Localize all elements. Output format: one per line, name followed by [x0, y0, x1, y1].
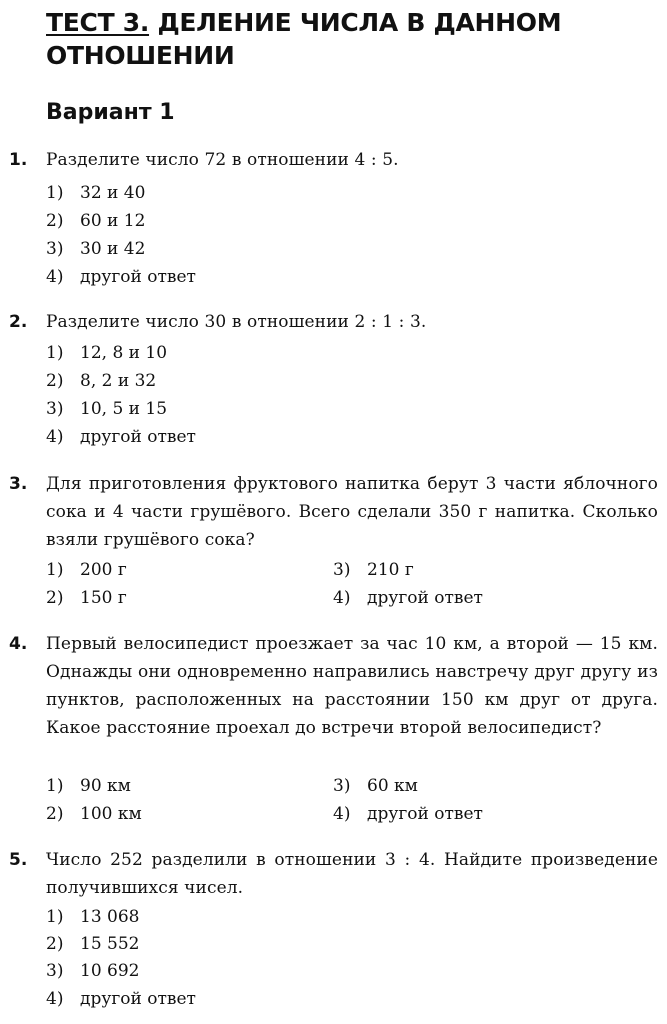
- answer-option[interactable]: 3) 10 692: [46, 961, 140, 981]
- answer-option[interactable]: 3) 60 км: [333, 776, 418, 796]
- question-text: Число 252 разделили в отношении 3 : 4. Найдите произведение получившихся чисел.: [46, 850, 658, 898]
- question-number: 5.: [9, 850, 28, 870]
- answer-option[interactable]: 2) 8, 2 и 32: [46, 371, 157, 391]
- answer-option[interactable]: 2) 15 552: [46, 934, 140, 954]
- answer-option[interactable]: 1) 12, 8 и 10: [46, 343, 168, 363]
- question-number: 1.: [9, 150, 28, 170]
- variant-heading: Вариант 1: [46, 100, 175, 125]
- test-topic: ДЕЛЕНИЕ ЧИСЛА В ДАННОМ ОТНОШЕНИИ: [46, 8, 562, 70]
- test-number: ТЕСТ 3.: [46, 8, 150, 37]
- answer-option[interactable]: 4) другой ответ: [46, 267, 196, 287]
- answer-option[interactable]: 1) 32 и 40: [46, 183, 146, 203]
- answer-option[interactable]: 4) другой ответ: [46, 427, 196, 447]
- answer-option[interactable]: 2) 100 км: [46, 804, 142, 824]
- question-text: Первый велосипедист проезжает за час 10 км, а второй — 15 км. Однажды они одновременно направились навстречу друг другу из пунктов, расположенных на расстоянии 150 км друг от друга. Какое расстояние проехал до встречи второй велосипедист?: [46, 634, 658, 738]
- question-text: Разделите число 30 в отношении 2 : 1 : 3.: [46, 312, 427, 332]
- answer-option[interactable]: 3) 210 г: [333, 560, 414, 580]
- question-number: 3.: [9, 474, 28, 494]
- question-text: Разделите число 72 в отношении 4 : 5.: [46, 150, 399, 170]
- answer-option[interactable]: 1) 200 г: [46, 560, 127, 580]
- answer-option[interactable]: 2) 60 и 12: [46, 211, 146, 231]
- answer-option[interactable]: 4) другой ответ: [46, 989, 196, 1009]
- question-text: Для приготовления фруктового напитка берут 3 части яблочного сока и 4 части грушёвого. Всего сделали 350 г напитка. Сколько взяли грушёвого сока?: [46, 474, 658, 550]
- test-title: [46, 6, 646, 72]
- answer-option[interactable]: 3) 10, 5 и 15: [46, 399, 168, 419]
- answer-option[interactable]: 3) 30 и 42: [46, 239, 146, 259]
- answer-option[interactable]: 4) другой ответ: [333, 804, 483, 824]
- answer-option[interactable]: 1) 13 068: [46, 907, 140, 927]
- answer-option[interactable]: 1) 90 км: [46, 776, 131, 796]
- answer-option[interactable]: 4) другой ответ: [333, 588, 483, 608]
- question-number: 4.: [9, 634, 28, 654]
- answer-option[interactable]: 2) 150 г: [46, 588, 127, 608]
- question-number: 2.: [9, 312, 28, 332]
